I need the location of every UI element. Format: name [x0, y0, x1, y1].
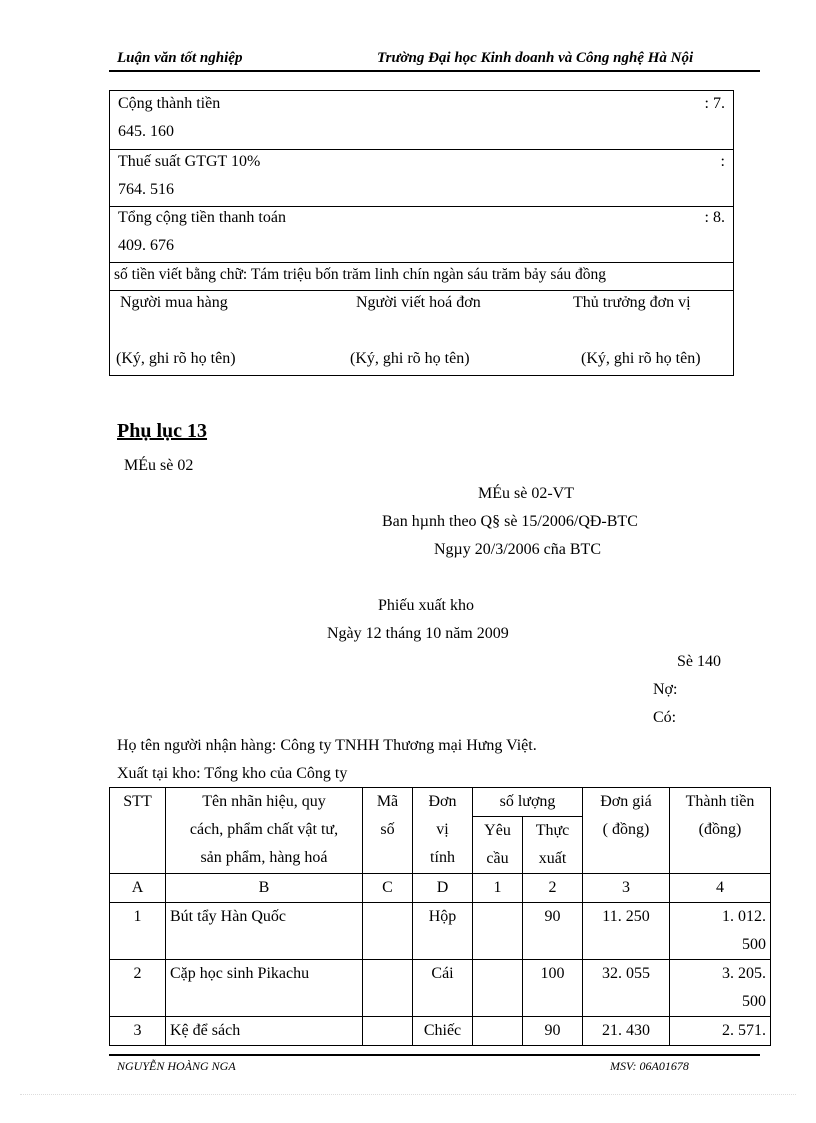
code-cell: D [413, 874, 473, 903]
row-unit: Hộp [413, 903, 473, 960]
subtotal-prefix: : 7. [704, 95, 725, 112]
header-unit-line: vị [436, 821, 449, 838]
row-amount-line: 1. 012. [722, 908, 766, 925]
row-item-name: Kệ để sách [166, 1017, 363, 1046]
footer-student-id: MSV: 06A01678 [610, 1059, 689, 1073]
table-row [110, 903, 771, 960]
row-amount-line: 500 [742, 936, 766, 953]
header-code-line: Mã [376, 793, 399, 810]
header-unit-line: tính [430, 849, 455, 866]
signature-head-label: Thủ trưởng đơn vị [573, 294, 691, 311]
divider [110, 206, 733, 207]
receiver-line: Họ tên người nhận hàng: Công ty TNHH Thương mại Hưng Việt. [117, 737, 537, 754]
document-date: Ngày 12 tháng 10 năm 2009 [327, 625, 509, 642]
header-requested-line: cầu [486, 850, 509, 867]
table-row [110, 960, 771, 1017]
row-unit-price: 11. 250 [583, 903, 670, 960]
row-unit-price: 21. 430 [583, 1017, 670, 1046]
row-unit: Cái [413, 960, 473, 1017]
header-requested-line: Yêu [484, 822, 511, 839]
header-quantity: số lượng [473, 788, 583, 817]
table-code-row [110, 874, 771, 903]
document-title: Phiếu xuất kho [378, 597, 474, 614]
row-code [363, 903, 413, 960]
row-item-name: Cặp học sinh Pikachu [166, 960, 363, 1017]
row-requested [473, 1017, 523, 1046]
row-item-name: Bút tẩy Hàn Quốc [166, 903, 363, 960]
header-right: Trường Đại học Kinh doanh và Công nghệ Hà Nội [377, 50, 694, 66]
vat-prefix: : [720, 153, 725, 170]
header-amount-line: (đồng) [698, 821, 742, 838]
credit-label: Có: [653, 709, 677, 726]
row-unit-price: 32. 055 [583, 960, 670, 1017]
header-stt: STT [110, 788, 166, 874]
row-actual: 90 [523, 1017, 583, 1046]
amount-in-words: số tiền viết bằng chữ: Tám triệu bốn trăm linh chín ngàn sáu trăm bảy sáu đồng [114, 266, 606, 283]
footer-rule [109, 1054, 760, 1056]
total-value: 409. 676 [118, 237, 174, 254]
issued-date: Ngµy 20/3/2006 cña BTC [434, 541, 601, 558]
row-amount [670, 960, 771, 1017]
header-code-line: số [380, 821, 395, 838]
divider [110, 290, 733, 291]
header-item-name [166, 788, 363, 874]
row-amount-line: 500 [742, 993, 766, 1010]
signature-note-writer: (Ký, ghi rõ họ tên) [350, 350, 470, 367]
header-actual [523, 817, 583, 874]
signature-writer-label: Người viết hoá đơn [356, 294, 481, 311]
header-price-line: ( đồng) [602, 821, 650, 838]
row-unit: Chiếc [413, 1017, 473, 1046]
header-amount [670, 788, 771, 874]
divider [110, 149, 733, 150]
row-requested [473, 960, 523, 1017]
header-item-name-line: sản phẩm, hàng hoá [200, 849, 328, 866]
header-requested [473, 817, 523, 874]
row-requested [473, 903, 523, 960]
subtotal-label: Cộng thành tiền [118, 95, 221, 112]
appendix-title: Phụ lục 13 [117, 420, 208, 442]
code-cell: 2 [523, 874, 583, 903]
header-unit [413, 788, 473, 874]
header-actual-line: xuất [538, 850, 567, 867]
header-rule [109, 70, 760, 72]
header-code [363, 788, 413, 874]
signature-buyer-label: Người mua hàng [120, 294, 228, 311]
row-stt: 3 [110, 1017, 166, 1046]
subtotal-value: 645. 160 [118, 123, 174, 140]
footer-author: NGUYỄN HOÀNG NGA [117, 1059, 236, 1073]
goods-issue-table [109, 787, 771, 1046]
vat-label: Thuế suất GTGT 10% [118, 153, 261, 170]
code-cell: 4 [670, 874, 771, 903]
warehouse-line: Xuất tại kho: Tổng kho của Công ty [117, 765, 348, 782]
total-prefix: : 8. [704, 209, 725, 226]
code-cell: 1 [473, 874, 523, 903]
row-stt: 2 [110, 960, 166, 1017]
issued-by: Ban hµnh theo Q§ sè 15/2006/QĐ-BTC [382, 513, 638, 530]
vat-value: 764. 516 [118, 181, 174, 198]
signature-note-buyer: (Ký, ghi rõ họ tên) [116, 350, 236, 367]
divider [110, 262, 733, 263]
code-cell: A [110, 874, 166, 903]
row-amount: 2. 571. [670, 1017, 771, 1046]
code-cell: 3 [583, 874, 670, 903]
total-label: Tổng cộng tiền thanh toán [118, 209, 286, 226]
row-stt: 1 [110, 903, 166, 960]
page-edge-dots [20, 1094, 796, 1095]
header-actual-line: Thực [535, 822, 570, 839]
header-left: Luận văn tốt nghiệp [117, 50, 243, 66]
signature-note-head: (Ký, ghi rõ họ tên) [581, 350, 701, 367]
row-amount-line: 3. 205. [722, 965, 766, 982]
form-code: MÉu sè 02-VT [478, 485, 574, 502]
header-item-name-line: cách, phẩm chất vật tư, [189, 821, 339, 838]
row-actual: 100 [523, 960, 583, 1017]
debit-label: Nợ: [653, 681, 678, 698]
document-number: Sè 140 [677, 653, 721, 670]
row-actual: 90 [523, 903, 583, 960]
form-number: MÉu sè 02 [124, 457, 194, 474]
table-header-row [110, 788, 771, 817]
header-item-name-line: Tên nhãn hiệu, quy [202, 793, 326, 810]
header-unit-price [583, 788, 670, 874]
code-cell: B [166, 874, 363, 903]
header-unit-line: Đơn [428, 793, 457, 810]
header-price-line: Đơn giá [600, 793, 652, 810]
row-code [363, 960, 413, 1017]
row-amount [670, 903, 771, 960]
row-code [363, 1017, 413, 1046]
table-row [110, 1017, 771, 1046]
header-amount-line: Thành tiền [685, 793, 755, 810]
code-cell: C [363, 874, 413, 903]
invoice-summary-box [109, 90, 734, 376]
